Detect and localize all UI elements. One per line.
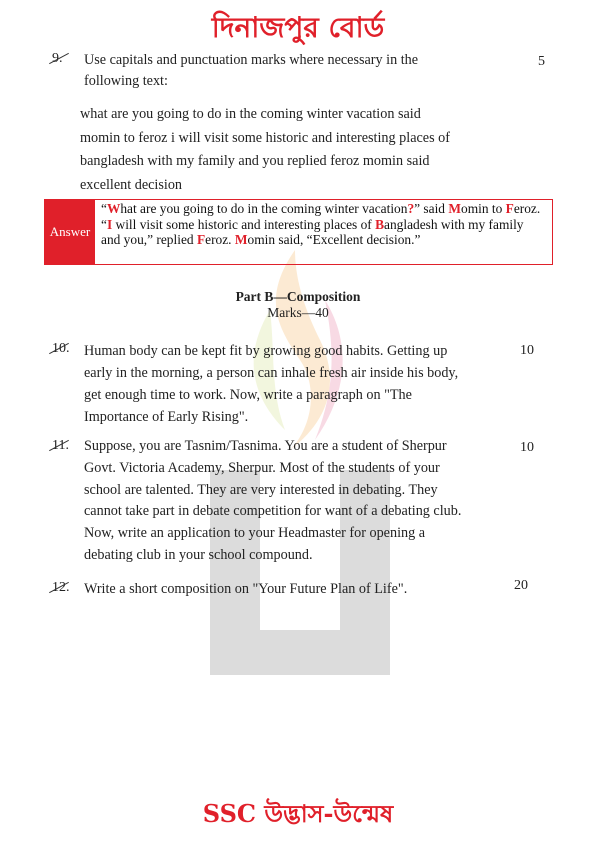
answer-capital: F — [196, 232, 206, 247]
answer-segment: hat are you going to do in the coming winter vacation — [120, 201, 408, 216]
question-10-number: 10. — [52, 341, 70, 357]
answer-segment: will visit some historic and interesting places of — [112, 216, 376, 232]
passage-line: what are you going to do in the coming winter vacation said — [80, 106, 421, 122]
question-line: early in the morning, a person can inhale fresh air inside his body, — [84, 365, 459, 381]
answer-capital: B — [375, 216, 385, 232]
question-line: Suppose, you are Tasnim/Tasnima. You are a student of Sherpur — [84, 438, 447, 454]
question-11-marks: 10 — [520, 440, 534, 455]
footer-brand: SSC উদ্ভাস-উন্মেষ — [202, 799, 394, 828]
answer-capital: I — [106, 216, 113, 232]
answer-capital: M — [448, 201, 461, 216]
answer-segment: angladesh with my family and you,” replied — [101, 216, 524, 247]
answer-segment: omin to — [461, 201, 506, 216]
question-line: get enough time to work. Now, write a paragraph on "The — [84, 387, 412, 403]
answer-capital: ? — [407, 201, 415, 216]
answer-segment: omin said, “Excellent decision.” — [247, 232, 421, 247]
question-12-text: Write a short composition on "Your Future Plan of Life". — [84, 581, 408, 597]
question-line: Govt. Victoria Academy, Sherpur. Most of the students of your — [84, 459, 440, 476]
question-10-marks: 10 — [520, 343, 534, 358]
question-9-passage — [80, 103, 450, 197]
answer-segment: “ — [101, 201, 107, 216]
answer-text — [95, 200, 552, 264]
question-9-number: 9. — [52, 51, 63, 67]
part-b-title: Part B—Composition — [235, 289, 361, 304]
answer-segment: ” said — [414, 201, 449, 216]
question-12-marks: 20 — [514, 578, 528, 593]
question-12-number: 12. — [52, 580, 70, 596]
question-line: cannot take part in debate competition for want of a debating club. — [84, 503, 462, 520]
question-11-number: 11. — [52, 438, 69, 454]
answer-capital: F — [505, 201, 514, 216]
answer-label: Answer — [45, 200, 95, 264]
answer-segment: eroz. “ — [101, 201, 541, 232]
question-9-marks: 5 — [538, 54, 545, 69]
passage-line: excellent decision — [80, 176, 183, 193]
question-11-text — [84, 436, 461, 567]
question-line: Importance of Early Rising". — [84, 409, 249, 425]
question-line: Now, write an application to your Headmaster for opening a — [84, 525, 426, 542]
part-b-marks: Marks—40 — [267, 305, 329, 320]
answer-capital: W — [106, 201, 121, 216]
passage-line: bangladesh with my family and you replied feroz momin said — [80, 153, 430, 169]
board-title: দিনাজপুর বোর্ড — [211, 11, 385, 44]
answer-capital: M — [234, 232, 248, 247]
question-10-text — [84, 340, 458, 428]
answer-box — [44, 199, 553, 265]
question-line: school are talented. They are very interested in debating. They — [84, 481, 438, 498]
question-line: debating club in your school compound. — [84, 546, 313, 563]
question-line: Human body can be kept fit by growing good habits. Getting up — [84, 343, 448, 359]
question-9-prompt: Use capitals and punctuation marks where necessary in the following text: — [84, 52, 419, 89]
passage-line: momin to feroz i will visit some historic and interesting places of — [80, 129, 450, 146]
answer-segment: eroz. — [205, 232, 235, 247]
